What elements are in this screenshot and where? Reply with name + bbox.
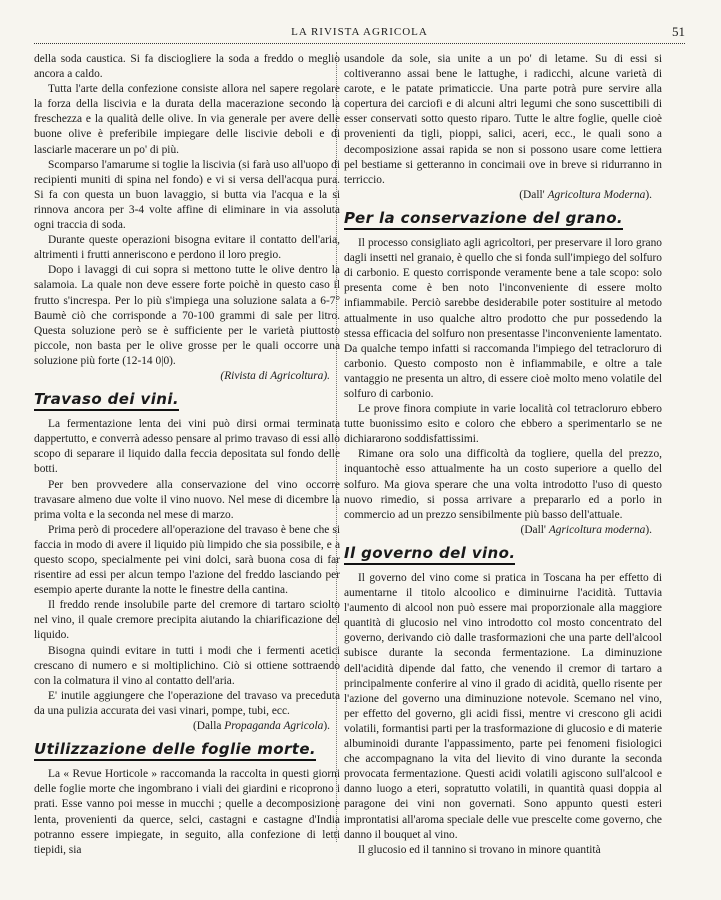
source-title: Agricoltura moderna bbox=[548, 523, 646, 536]
paragraph: Scomparso l'amarume si toglie la liscivia (si farà uso all'uopo di recipienti muniti di spina nel fondo) e vi si versa dell'acqua pura. Si fa con questa un buon lavaggio, si butta via l'acqua e la si rinnova ancora per 3-4 volte affine di eliminare in via assoluta ogni traccia di soda. bbox=[34, 158, 340, 232]
paragraph: Durante queste operazioni bisogna evitare il contatto dell'aria, altrimenti i frutti anneriscono e perdono il loro pregio. bbox=[34, 234, 340, 262]
source-prefix: (Dall' bbox=[519, 188, 548, 201]
source-title: Agricoltura Moderna bbox=[547, 188, 646, 201]
source-prefix: (Dall' bbox=[520, 523, 549, 536]
running-head bbox=[34, 26, 685, 42]
section-heading-foglie: Utilizzazione delle foglie morte. bbox=[34, 742, 316, 761]
paragraph: Il governo del vino come si pratica in Toscana ha per effetto di aumentarne il titolo alcoolico e diminuirne l'acidità. Tuttavia l'aumento di alcool non può essere mai proporzionale alla maggiore quantità di glucosio nel vino introdotto col mosto concentrato del governo, derivando ciò dalle trasformazioni che una parte dell'alcool subisce durante la seconda fermentazione. La diminuzione dell'acidità dipende dal fatto, che venendo il cremor di tartaro a principalmente conferire al vino il grado di acidità, quello risente per l'azione del governo una diminuzione notevole. Scemano nel vino, per effetto del governo, gli acidi fissi, mentre vi crescono gli acidi volatili, formantisi parti per la trasformazione di glucosio e di materie albuminoidi durante l'appassimento, parte pei fenomeni fisiologici che accompagnano la vita del lievito di vino durante la seconda provocata fermentazione. Questi acidi volatili agiscono sull'alcool e danno luogo a eteri, sopratutto volatili, in quantità quasi doppia al paragone dei vini non governati. Sono appunto questi esteri improntatisi all'aroma speciale delle vue prescelte come governo, che danno il bouquet al vino. bbox=[344, 572, 662, 841]
paragraph: Prima però di procedere all'operazione del travaso è bene che si faccia in modo di avere il liquido più limpido che sia possibile, e a questo scopo, specialmente pei vini dolci, sarà buona cosa di far risentire ad essi per alcun tempo l'azione del freddo lasciando per esempio aperte durante la notte le finestre della cantina. bbox=[34, 523, 340, 597]
paragraph: Il processo consigliato agli agricoltori, per preservare il loro grano dagli insetti nel granaio, è quello che si fonda sull'impiego del solfuro di carbonio. E questo corrisponde veramente bene a tale scopo: solo presenta come è ben noto l'inconveniente di essere molto infiammabile. Perciò sarebbe desiderabile poter sostituire al metodo attualmente in uso qualche altro prodotto che pur possedendo la stessa efficacia del solfuro non presentasse l'inconveniente lamentato. Da qualche tempo infatti si raccomanda l'impiego del tetracloruro di carbonio. Questo composto non è infiammabile, e oltre a tale vantaggio ne presenta un altro, di essere cioè molto meno volatile del solfuro di carbonio. bbox=[344, 237, 662, 400]
section-heading-grano: Per la conservazione del grano. bbox=[344, 211, 623, 230]
page-number: 51 bbox=[672, 24, 685, 39]
paragraph: La « Revue Horticole » raccomanda la raccolta in questi giorni delle foglie morte che ingombrano i viali dei giardini e ricoprono i prati. Esse vanno poi messe in mucchi ; quelle a decomposizione lenta, provenienti da querce, selci, castagni e castagne d'India potranno essere impiegate, in seguito, alla confezione di letti tiepidi, sia bbox=[34, 768, 340, 856]
running-title: LA RIVISTA AGRICOLA bbox=[291, 26, 428, 38]
paragraph: Le prove finora compiute in varie località col tetracloruro ebbero tutte buonissimo esito e coloro che ebbero a sperimentarlo se ne dichiararono soddisfattissimi. bbox=[344, 403, 662, 446]
paragraph: E' inutile aggiungere che l'operazione del travaso va preceduta da una pulizia accurata dei vasi vinari, pompe, tubi, ecc. bbox=[34, 689, 340, 717]
paragraph: Il glucosio ed il tannino si trovano in minore quantità bbox=[358, 843, 601, 856]
header-rule bbox=[34, 43, 685, 44]
source-suffix: ). bbox=[645, 188, 652, 201]
right-column bbox=[344, 52, 662, 858]
source-citation bbox=[34, 719, 340, 734]
section-heading-governo: Il governo del vino. bbox=[344, 546, 515, 565]
left-column bbox=[34, 52, 340, 858]
paragraph: della soda caustica. Si fa disciogliere la soda a freddo o meglio ancora a caldo. bbox=[34, 53, 340, 81]
paragraph: Tutta l'arte della confezione consiste allora nel sapere regolare la forza della liscivia e la durata della macerazione secondo la freschezza e la qualità delle olive. In via generale per avere delle buone olive è preferibile impiegare delle liscivie deboli e di lasciarle macerare un po' di più. bbox=[34, 83, 340, 156]
paragraph: Per ben provvedere alla conservazione del vino occorre travasare almeno due volte il vino nuovo. Nel mese di dicembre la prima volta e la seconda nel mese di marzo. bbox=[34, 478, 340, 521]
source-suffix: ). bbox=[645, 523, 652, 536]
source-suffix: ). bbox=[323, 720, 330, 733]
paragraph: La fermentazione lenta dei vini può dirsi ormai terminata dappertutto, e converrà adesso pensare al primo travaso di essi allo scopo di separare il liquido dalla feccia depositata sul fondo delle botti. bbox=[34, 418, 340, 476]
source-prefix: (Dalla bbox=[192, 720, 225, 733]
paragraph: Bisogna quindi evitare in tutti i modi che i fermenti acetici crescano di numero e si moltiplichino. Ciò si ottiene sottraendo con la colmatura il vino al contatto dell'aria. bbox=[34, 644, 340, 687]
section-heading-travaso: Travaso dei vini. bbox=[34, 392, 179, 411]
source-citation bbox=[344, 188, 662, 203]
source-title: Propaganda Agricola bbox=[224, 720, 324, 733]
paragraph: Rimane ora solo una difficoltà da togliere, quella del prezzo, inquantochè esso attualmente ha un costo superiore a quello del solfuro. Ma giova sperare che una volta introdotto l'uso di questo nuovo rimedio, si possa arrivare a prepararlo ed a porlo in commercio ad un prezzo sensibilmente più basso dell'attuale. bbox=[344, 448, 662, 521]
paragraph: Il freddo rende insolubile parte del cremore di tartaro sciolto nel vino, il quale cremore precipita aiutando la chiarificazione del liquido. bbox=[34, 599, 340, 642]
paragraph: usandole da sole, sia unite a un po' di letame. Su di essi si coltiveranno assai bene le lattughe, i radicchi, alcune varietà di carote, e le patate primaticcie. Una parte potrà pure servire alla copertura dei carciofi e di alcuni altri legumi che sono suscettibili di esser conservati sotto questo riparo. Tutte le altre foglie, quelle cioè provenienti da tigli, pioppi, salici, aceri, ecc., le quali sono a decomposizione assai rapida se non si possono usare come lettiera pel bestiame si getteranno in concimaii ove in breve si ridurranno in terriccio. bbox=[344, 53, 662, 186]
source-citation bbox=[344, 523, 662, 538]
source-citation: (Rivista di Agricoltura). bbox=[220, 369, 330, 382]
paragraph: Dopo i lavaggi di cui sopra si mettono tutte le olive dentro la salamoia. La quale non deve essere forte poichè in questo caso il frutto s'increspa. Per lo più s'impiega una soluzione salata a 6-7° Baumè ciò che corrisponde a 70-100 grammi di sale per litro. Questa soluzione però se è sufficiente per le varietà piuttosto piccole, non basta per le olive grosse per le quali occorre una soluzione più forte (12-14 0|0). bbox=[34, 264, 340, 367]
